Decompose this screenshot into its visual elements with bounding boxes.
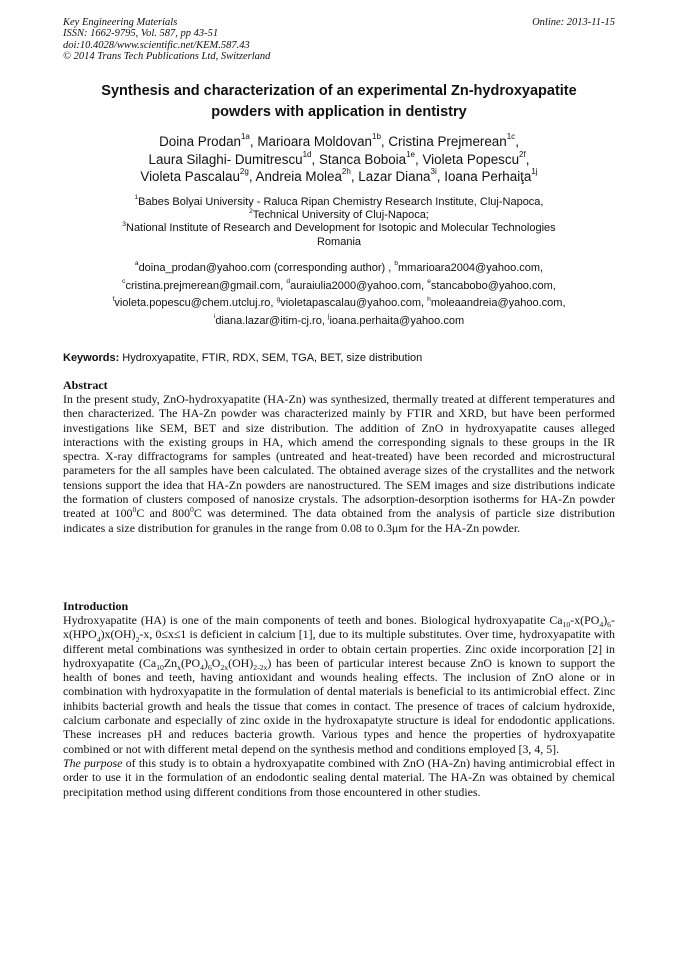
- introduction-body: Hydroxyapatite (HA) is one of the main components of teeth and bones. Biological hydroxyapatite $Ca_{10}-x(PO_4)_6-x(HPO_4)x(OH)_2-x$, 0≤x≤1 is deficient in calcium [1], due to its multiple substitutes. Over time, hydroxyapatite with different metal combinations was synthesized in order to obtain certain properties. Zinc oxide incorporation [2] in hydroxyapatite $(Ca_{10}Zn_x(PO_4)_6O_{2x}(OH)_{2-2x})$ has been of particular interest because ZnO is known to support the health of bones and teeth, having antioxidant and wounds healing effects. The inclusion of ZnO alone or in combination with hydroxyapatite in the formulation of dental materials is beneficial to its antimicrobial effect. Zinc inhibits bacterial growth and heals the tissue that comes in contact. The presence of traces of calcium hydroxide, calcium carbonate and especially of zinc oxide in the hydroxapatyte structure is ideal for endodontic applications. These increases pH and reduces bacteria growth. Various types and hence the properties of hydroxyapatite combined or not with different metal depend on the synthesis method and conditions employed [3, 4, 5]. The purpose of this study is to obtain a hydroxyapatite combined with ZnO (HA-Zn) having antimicrobial effect in order to use it in the formulation of an endodontic sealing dental material. The HA-Zn was obtained by chemical precipitation method using different conditions from those encountered in other studies.: [63, 613, 615, 799]
- author: Stanca Boboia$^{1e}$,: [318, 149, 423, 167]
- email-link[interactable]: violeta.popescu@chem.utcluj.ro,: [114, 297, 277, 310]
- email-link[interactable]: stancabobo@yahoo.com,: [430, 279, 556, 292]
- email-line: $^a$doina_prodan@yahoo.com (corresponding author) , $^b$mmarioara2004@yahoo.com,: [134, 260, 544, 274]
- journal-name: Key Engineering Materials: [63, 17, 178, 28]
- abstract-heading: Abstract: [63, 378, 108, 392]
- journal-issn: ISSN: 1662-9795, Vol. 587, pp 43-51: [63, 28, 219, 40]
- author: Lazar Diana$^{3i}$,: [358, 167, 445, 184]
- title-line-2: powders with application in dentistry: [211, 104, 467, 120]
- email-link[interactable]: violetapascalau@yahoo.com,: [280, 297, 428, 310]
- affiliation: $^2$Technical University of Cluj-Napoca;: [249, 207, 429, 222]
- author: Andreia Molea$^{2h}$,: [255, 167, 359, 184]
- email-line: $^c$cristina.prejmerean@gmail.com, $^d$auraiulia2000@yahoo.com, $^e$stancabobo@yahoo.com,: [122, 277, 556, 292]
- email-link[interactable]: cristina.prejmerean@gmail.com,: [125, 279, 287, 292]
- author: Doina Prodan$^{1a}$,: [159, 132, 258, 149]
- introduction-heading: Introduction: [63, 599, 129, 613]
- email-line: $^i$diana.lazar@itim-cj.ro, $^j$ioana.perhaita@yahoo.com: [213, 313, 465, 327]
- paper-title: [63, 81, 615, 123]
- author: Marioara Moldovan$^{1b}$,: [257, 132, 389, 149]
- journal-header: [63, 17, 483, 62]
- affiliation: $^1$Babes Bolyai University - Raluca Ripan Chemistry Research Institute, Cluj-Napoca,: [134, 194, 544, 208]
- author: Violeta Popescu$^{2f}$,: [422, 149, 530, 167]
- online-date: Online: 2013-11-15: [532, 17, 615, 28]
- email-link[interactable]: diana.lazar@itim-cj.ro,: [215, 314, 328, 327]
- keywords: [63, 351, 615, 365]
- purpose-lead: The purpose: [63, 755, 123, 770]
- affiliation: Romania: [316, 235, 362, 248]
- affiliations: [63, 196, 615, 249]
- author: Cristina Prejmerean$^{1c}$,: [388, 132, 519, 149]
- author: Ioana Perhaiţa$^{1j}$: [444, 167, 538, 184]
- journal-copyright: © 2014 Trans Tech Publications Ltd, Switzerland: [63, 50, 271, 62]
- email-line: $^f$violeta.popescu@chem.utcluj.ro, $^g$violetapascalau@yahoo.com, $^h$moleaandreia@yahoo.com,: [112, 295, 566, 310]
- journal-doi: doi:10.4028/www.scientific.net/KEM.587.43: [63, 39, 250, 51]
- email-link[interactable]: moleaandreia@yahoo.com,: [430, 297, 566, 310]
- abstract-body: In the present study, ZnO-hydroxyapatite (HA-Zn) was synthesized, thermally treated at different temperatures and then characterized. The HA-Zn powder was characterized mainly by FTIR and XRD, but have been performed investigations like SEM, BET and size distribution. The addition of ZnO in hydroxyapatite causes alleged interactions with the existing groups in HA, which amend the corresponding signals to these groups in the IR spectra. X-ray diffractograms for samples (untreated and heat-treated) have been recorded and microstructural parameters for the all samples have been calculated. The obtained average sizes of the crystallites and the network tensions support the idea that HA-Zn powders are nanostructured. The SEM images and size distributions indicate the formation of clusters composed of nanosize crystals. The adsorption-desorption isotherms for HA-Zn powder treated at $100^0C$ and $800^0C$ was determined. The data obtained from the analysis of particle size distribution indicates a size distribution for granules in the range from 0.08 to 0.3μm for the HA-Zn powder.: [63, 392, 615, 535]
- email-link[interactable]: ioana.perhaita@yahoo.com: [329, 314, 465, 327]
- email-link[interactable]: auraiulia2000@yahoo.com,: [290, 279, 428, 292]
- keywords-text: Hydroxyapatite, FTIR, RDX, SEM, TGA, BET, size distribution: [119, 352, 423, 364]
- title-line-1: Synthesis and characterization of an experimental Zn-hydroxyapatite: [101, 83, 577, 99]
- email-link[interactable]: mmarioara2004@yahoo.com,: [398, 262, 544, 274]
- author-list: [63, 133, 615, 186]
- affiliation: $^3$National Institute of Research and Development for Isotopic and Molecular Technologies: [122, 220, 556, 235]
- email-link[interactable]: doina_prodan@yahoo.com (corresponding author) ,: [138, 262, 395, 274]
- author: Violeta Pascalau$^{2g}$,: [140, 167, 256, 184]
- author: Laura Silaghi- Dumitrescu$^{1d}$,: [148, 149, 319, 167]
- email-list: [63, 260, 615, 330]
- keywords-label: Keywords:: [63, 352, 120, 364]
